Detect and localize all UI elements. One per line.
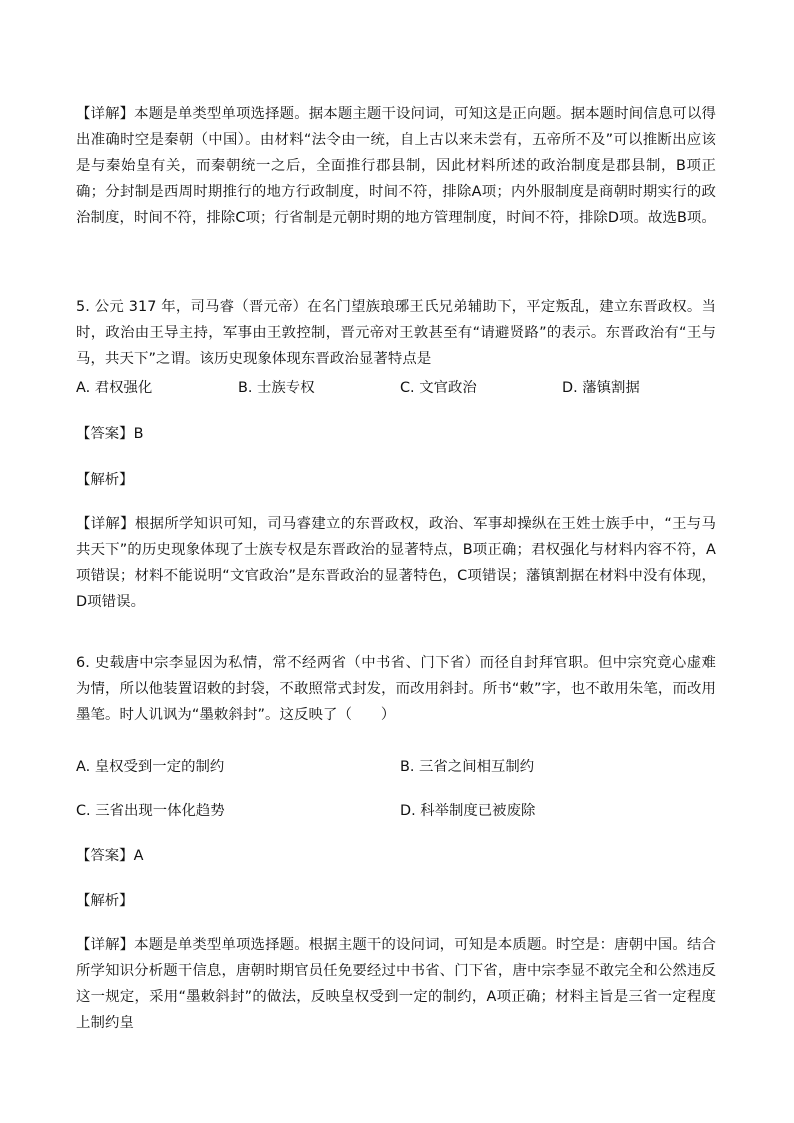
q6-option-c: C. 三省出现一体化趋势 — [76, 803, 225, 819]
q5-option-a: A. 君权强化 — [76, 380, 153, 396]
q5-analysis-label: 【解析】 — [76, 472, 134, 488]
q5-answer: 【答案】B — [76, 426, 144, 442]
q5-option-d: D. 藩镇割据 — [562, 380, 640, 396]
q5-option-c: C. 文官政治 — [400, 380, 477, 396]
q6-answer: 【答案】A — [76, 848, 144, 864]
q6-option-d: D. 科举制度已被废除 — [400, 803, 536, 819]
q5-question-stem: 5. 公元 317 年，司马睿（晋元帝）在名门望族琅琊王氏兄弟辅助下，平定叛乱，建立东晋政权。当时，政治由王导主持，军事由王敦控制，晋元帝对王敦甚至有“请避贤路”的表示。东晋政治有“王与马，共天下”之谓。该历史现象体现东晋政治显著特点是 — [76, 299, 716, 367]
q5-detail-paragraph: 【详解】根据所学知识可知，司马睿建立的东晋政权，政治、军事却操纵在王姓士族手中，“王与马共天下”的历史现象体现了士族专权是东晋政治的显著特点，B项正确；君权强化与材料内容不符，A项错误；材料不能说明“文官政治”是东晋政治的显著特色，C项错误；藩镇割据在材料中没有体现，D项错误。 — [76, 516, 716, 610]
q6-analysis-label: 【解析】 — [76, 893, 134, 909]
q6-option-a: A. 皇权受到一定的制约 — [76, 759, 225, 775]
q6-question-stem: 6. 史载唐中宗李显因为私情，常不经两省（中书省、门下省）而径自封拜官职。但中宗究竟心虚难为情，所以他装置诏敕的封袋，不敢照常式封发，而改用斜封。所书“敕”字，也不敢用朱笔，而改用墨笔。时人讥讽为“墨敕斜封”。这反映了（ ） — [76, 655, 716, 723]
q5-option-b: B. 士族专权 — [238, 380, 315, 396]
q4-detail-paragraph: 【详解】本题是单类型单项选择题。据本题主题干设问词，可知这是正向题。据本题时间信息可以得出准确时空是秦朝（中国）。由材料“法令由一统，自上古以来未尝有，五帝所不及”可以推断出应该是与秦始皇有关，而秦朝统一之后，全面推行郡县制，因此材料所述的政治制度是郡县制，B项正确；分封制是西周时期推行的地方行政制度，时间不符，排除A项；内外服制度是商朝时期实行的政治制度，时间不符，排除C项；行省制是元朝时期的地方管理制度，时间不符，排除D项。故选B项。 — [76, 106, 716, 226]
q6-option-b: B. 三省之间相互制约 — [400, 759, 535, 775]
q6-detail-paragraph: 【详解】本题是单类型单项选择题。根据主题干的设问词，可知是本质题。时空是：唐朝中国。结合所学知识分析题干信息，唐朝时期官员任免要经过中书省、门下省，唐中宗李显不敢完全和公然违反这一规定，采用“墨敕斜封”的做法，反映皇权受到一定的制约，A项正确；材料主旨是三省一定程度上制约皇 — [76, 937, 716, 1031]
